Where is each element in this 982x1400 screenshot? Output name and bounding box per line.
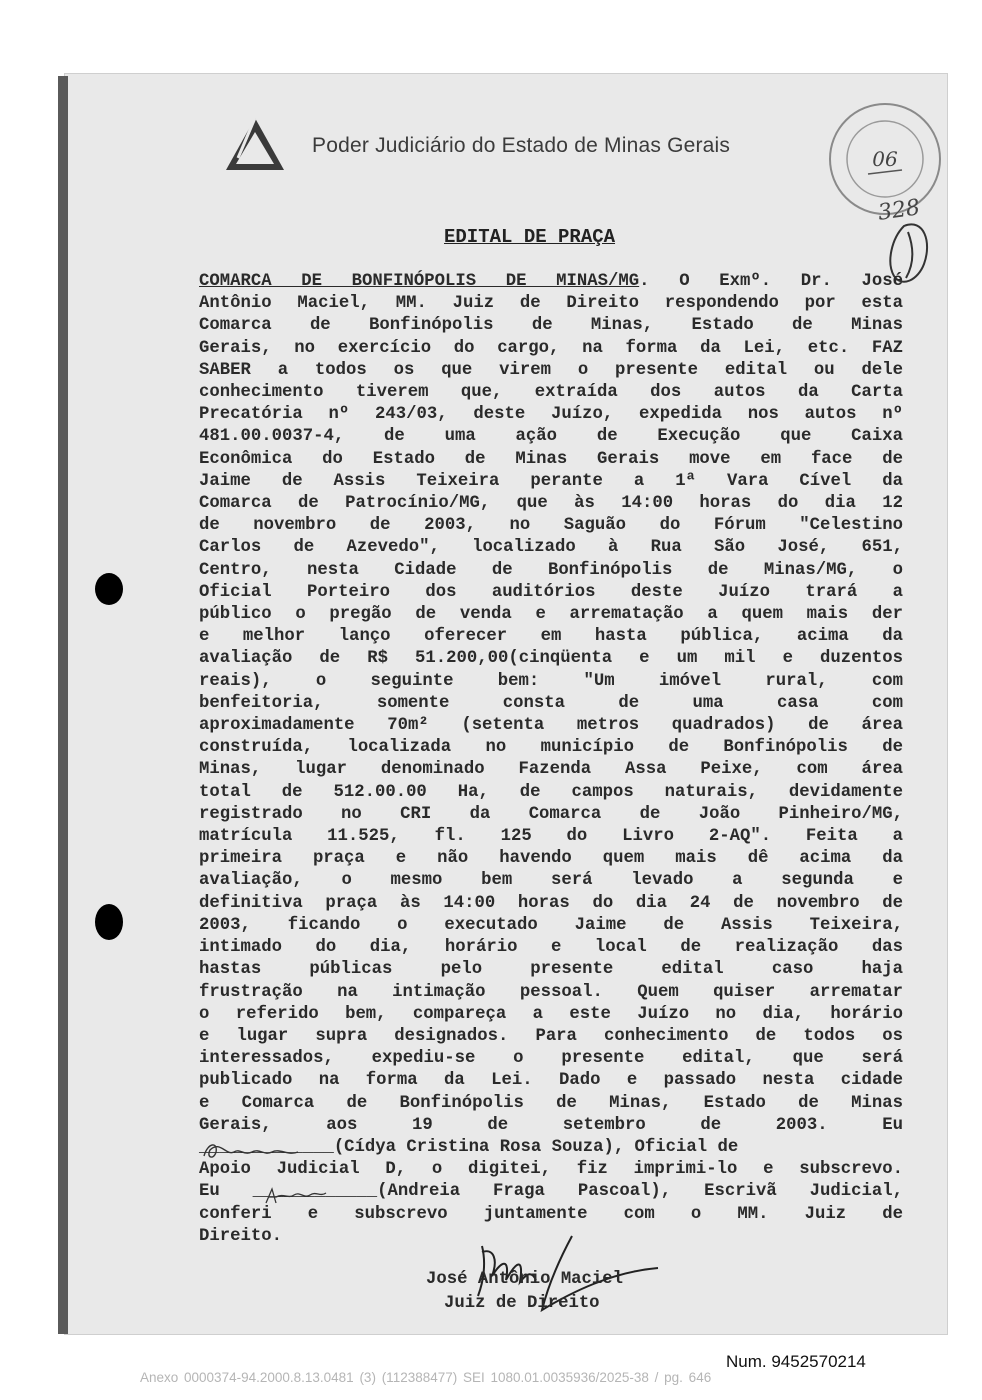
signature-andreia xyxy=(236,1183,362,1209)
body-line: Carlos de Azevedo", localizado à Rua São José, 651, xyxy=(199,538,903,558)
body-line: Comarca de Patrocínio/MG, que às 14:00 horas do dia 12 xyxy=(199,494,903,514)
edital-body xyxy=(199,271,903,1248)
body-line: _____________(Cídya Cristina Rosa Souza), Oficial de xyxy=(199,1137,739,1157)
body-line: Minas, lugar denominado Fazenda Assa Peixe, com área xyxy=(199,760,903,780)
body-line: intimado do dia, horário e local de realização das xyxy=(199,938,903,958)
body-line: frustração na intimação pessoal. Quem quiser arrematar xyxy=(199,982,903,1002)
body-line: matrícula 11.525, fl. 125 do Livro 2-AQ". Feita a xyxy=(199,827,903,847)
document-title: EDITAL DE PRAÇA xyxy=(444,226,616,248)
body-line: Oficial Porteiro dos auditórios deste Juízo trará a xyxy=(199,582,903,602)
punch-hole-top xyxy=(92,572,126,606)
body-line: e melhor lanço oferecer em hasta pública, acima da xyxy=(199,627,903,647)
body-line: Direito. xyxy=(199,1226,282,1246)
body-line: interessados, expediu-se o presente edital, que será xyxy=(199,1049,903,1069)
body-line: publicado na forma da Lei. Dado e passado nesta cidade xyxy=(199,1071,903,1091)
body-line: Centro, nesta Cidade de Bonfinópolis de Minas/MG, o xyxy=(199,560,903,580)
body-line: SABER a todos os que virem o presente edital ou dele xyxy=(199,360,903,380)
body-line: construída, localizada no município de Bonfinópolis de xyxy=(199,738,903,758)
body-line: o referido bem, compareça a este Juízo no dia, horário xyxy=(199,1004,903,1024)
punch-hole-bottom xyxy=(92,902,126,942)
body-line: 2003, ficando o executado Jaime de Assis Teixeira, xyxy=(199,915,903,935)
body-line: Eu ____________(Andreia Fraga Pascoal), Escrivã Judicial, xyxy=(199,1182,903,1202)
body-line: COMARCA DE BONFINÓPOLIS DE MINAS/MG. O Exmº. Dr. José xyxy=(199,272,904,291)
body-line: definitiva praça às 14:00 horas do dia 24 de novembro de xyxy=(199,893,903,913)
body-line: registrado no CRI da Comarca de João Pinheiro/MG, xyxy=(199,804,903,824)
handwritten-page-number: 328 xyxy=(876,195,922,226)
body-line: público o pregão de venda e arrematação a quem mais der xyxy=(199,605,903,625)
signature-cidya xyxy=(200,1138,356,1164)
court-name: Poder Judiciário do Estado de Minas Gerais xyxy=(312,134,731,157)
body-line: Precatória nº 243/03, deste Juízo, expedida nos autos nº xyxy=(199,405,903,425)
body-line: Apoio Judicial D, o digitei, fiz imprimi-lo e subscrevo. xyxy=(199,1160,903,1180)
body-line: primeira praça e não havendo quem mais dê acima da xyxy=(199,849,903,869)
judge-role: Juiz de Direito xyxy=(444,1294,600,1313)
body-line: conhecimento tiverem que, extraída dos autos da Carta xyxy=(199,383,903,403)
footer-reference: Anexo 0000374-94.2000.8.13.0481 (3) (112388477) SEI 1080.01.0035936/2025-38 / pg. 646 xyxy=(140,1370,712,1385)
body-line: Gerais, aos 19 de setembro de 2003. Eu xyxy=(199,1115,903,1135)
body-line: aproximadamente 70m² (setenta metros quadrados) de área xyxy=(199,716,903,736)
body-line: de novembro de 2003, no Saguão do Fórum "Celestino xyxy=(199,516,903,536)
judge-name: José Antônio Maciel xyxy=(426,1270,624,1289)
body-line: e lugar supra designados. Para conhecimento de todos os xyxy=(199,1026,903,1046)
body-line: Comarca de Bonfinópolis de Minas, Estado de Minas xyxy=(199,316,903,336)
body-line: Econômica do Estado de Minas Gerais move em face de xyxy=(199,449,903,469)
scan-left-edge xyxy=(58,76,68,1334)
body-line: 481.00.0037-4, de uma ação de Execução que Caixa xyxy=(199,427,903,447)
body-line: e Comarca de Bonfinópolis de Minas, Estado de Minas xyxy=(199,1093,903,1113)
body-line: Jaime de Assis Teixeira perante a 1ª Vara Cível da xyxy=(199,471,903,491)
court-logo-icon xyxy=(224,116,286,172)
document-number: Num. 9452570214 xyxy=(726,1352,866,1371)
body-line: hastas públicas pelo presente edital caso haja xyxy=(199,960,903,980)
body-line: total de 512.00.00 Ha, de campos naturais, devidamente xyxy=(199,782,903,802)
body-line: Antônio Maciel, MM. Juiz de Direito respondendo por esta xyxy=(199,294,903,314)
body-line: conferi e subscrevo juntamente com o MM. Juiz de xyxy=(199,1204,903,1224)
body-line: benfeitoria, somente consta de uma casa com xyxy=(199,693,903,713)
body-line: avaliação, o mesmo bem será levado a segunda e xyxy=(199,871,903,891)
body-line: Gerais, no exercício do cargo, na forma da Lei, etc. FAZ xyxy=(199,338,903,358)
body-line: avaliação de R$ 51.200,00(cinqüenta e um mil e duzentos xyxy=(199,649,903,669)
body-line: reais), o seguinte bem: "Um imóvel rural, com xyxy=(199,671,903,691)
stamp-handwritten-number: 06 xyxy=(872,147,898,171)
